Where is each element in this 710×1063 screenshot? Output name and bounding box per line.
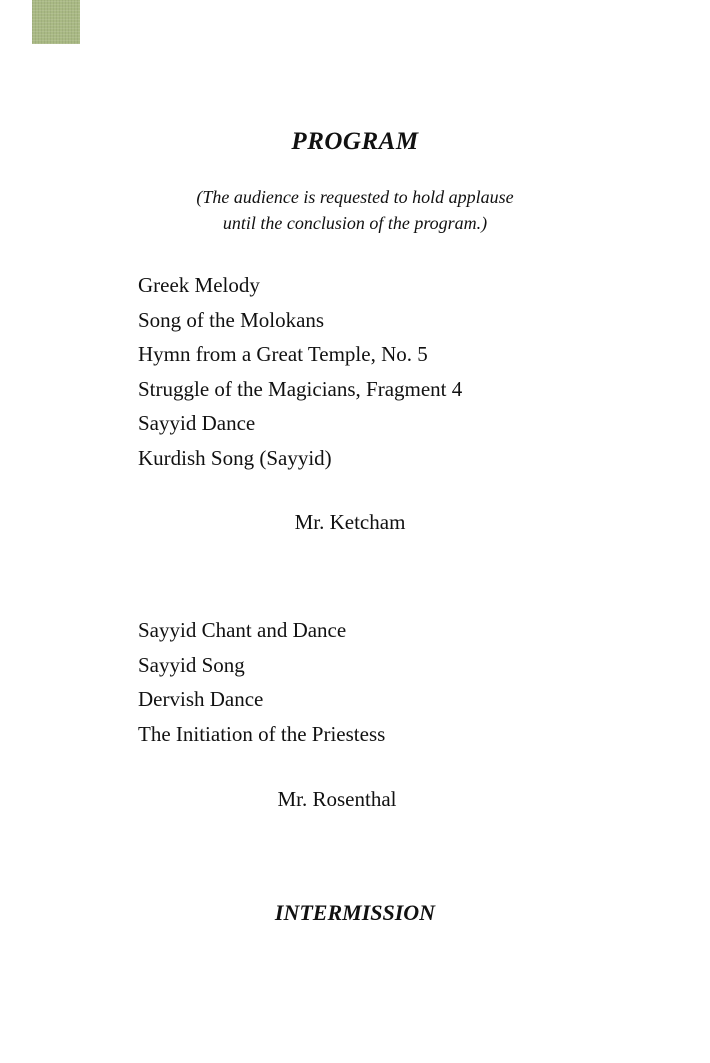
audience-note-line-1: (The audience is requested to hold applause: [196, 187, 514, 207]
performer-section-2: Mr. Rosenthal: [277, 787, 397, 811]
page-title: PROGRAM: [291, 128, 419, 155]
list-item: Sayyid Chant and Dance: [138, 618, 347, 642]
list-item: Kurdish Song (Sayyid): [138, 445, 332, 470]
list-item: Struggle of the Magicians, Fragment 4: [138, 376, 463, 401]
list-item: The Initiation of the Priestess: [138, 721, 386, 746]
audience-note: [0, 184, 710, 236]
piece-list-section-1: [138, 268, 462, 475]
list-item: Song of the Molokans: [138, 307, 325, 332]
list-item: Sayyid Song: [138, 652, 245, 677]
list-item: Greek Melody: [138, 273, 260, 297]
list-item: Hymn from a Great Temple, No. 5: [138, 342, 428, 366]
list-item: Sayyid Dance: [138, 411, 256, 435]
piece-list-section-2: [138, 613, 385, 751]
intermission-heading: INTERMISSION: [274, 900, 436, 925]
corner-color-swatch: [32, 0, 80, 44]
list-item: Dervish Dance: [138, 687, 264, 711]
audience-note-line-2: until the conclusion of the program.): [222, 213, 488, 233]
performer-section-1: Mr. Ketcham: [294, 510, 406, 534]
